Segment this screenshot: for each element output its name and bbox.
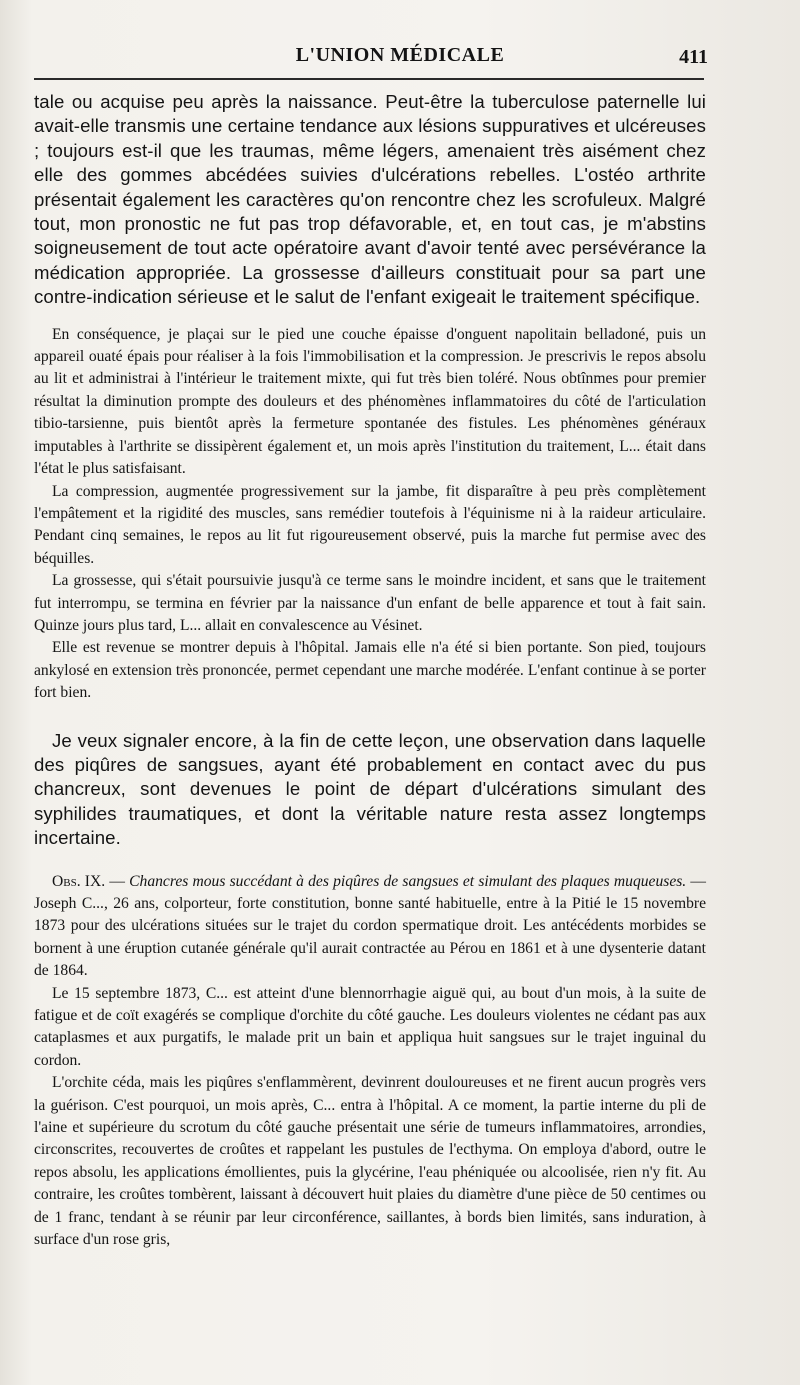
header-rule xyxy=(34,78,704,80)
paragraph-introduction: Je veux signaler encore, à la fin de cette leçon, une observation dans laquelle des piqûres de sangsues, ayant été probablement en contact avec du pus chancreux, sont devenues le point de départ d'ulcérations simulant des syphilides traumatiques, et dont la véritable nature resta assez longtemps incertaine. xyxy=(34,729,706,849)
observation-label: Obs. IX. — xyxy=(52,872,125,890)
page-header xyxy=(0,38,800,72)
paragraph-orchitis: L'orchite céda, mais les piqûres s'enflammèrent, devinrent douloureuses et ne firent aucun progrès vers la guérison. C'est pourquoi, un mois après, C... entra à l'hôpital. A ce moment, la partie interne du pli de l'aine et supérieure du scrotum du côté gauche présentait une série de tumeurs inflammatoires, arrondies, circonscrites, recouvertes de croûtes et rappelant les pustules de l'ecthyma. On employa d'abord, outre le repos absolu, les applications émollientes, puis la glycérine, l'eau phéniquée ou alcoolisée, rien n'y fit. Au contraire, les croûtes tombèrent, laissant à découvert huit plaies du diamètre d'une pièce de 50 centimes ou de 1 franc, tendant à se réunir par leur circonférence, saillantes, à bords bien limités, sans induration, à surface d'un rose gris, xyxy=(34,1074,706,1249)
paragraph-pregnancy: La grossesse, qui s'était poursuivie jusqu'à ce terme sans le moindre incident, et sans que le traitement fut interrompu, se termina en février par la naissance d'un enfant de belle apparence et tout à fait sain. Quinze jours plus tard, L... allait en convalescence au Vésinet. xyxy=(34,572,706,634)
paragraph-observation-ix xyxy=(34,871,706,983)
paragraph-blennorrhagia: Le 15 septembre 1873, C... est atteint d'une blennorrhagie aiguë qui, au bout d'un mois, à la suite de fatigue et de coït exagérés se complique d'orchite du côté gauche. Les douleurs violentes ne cédant pas aux cataplasmes et aux purgatifs, le malade prit un bain et appliqua huit sangsues sur le trajet inguinal du cordon. xyxy=(34,984,706,1069)
paragraph-compression: La compression, augmentée progressivement sur la jambe, fit disparaître à peu près complètement l'empâtement et la rigidité des muscles, sans remédier toutefois à l'équinisme ni à la raideur articulaire. Pendant cinq semaines, le repos au lit fut rigoureusement observé, puis la marche fut permise avec des béquilles. xyxy=(34,482,706,567)
paragraph-outcome: Elle est revenue se montrer depuis à l'hôpital. Jamais elle n'a été si bien portante. Son pied, toujours ankylosé en extension très prononcée, permet cependant une marche modérée. L'enfant continue à se porter fort bien. xyxy=(34,639,706,702)
paragraph-continuation: tale ou acquise peu après la naissance. Peut-être la tuberculose paternelle lui avait-elle transmis une certaine tendance aux lésions suppuratives et ulcéreuses ; toujours est-il que les traumas, même légers, amenaient très aisément chez elle des gommes abcédées suivies d'ulcérations rebelles. L'ostéo arthrite présentait également les caractères qu'on rencontre chez les scrofuleux. Malgré tout, mon pronostic ne fut pas trop défavorable, et, en tout cas, je m'abstins soigneusement de tout acte opératoire avant d'avoir tenté avec persévérance la médication appropriée. La grossesse d'ailleurs constituait pour sa part une contre-indication sérieuse et le salut de l'enfant exigeait le traitement spécifique. xyxy=(34,91,706,308)
page-body xyxy=(34,90,706,1252)
observation-text: — Joseph C..., 26 ans, colporteur, forte constitution, bonne santé habituelle, entre à la Pitié le 15 novembre 1873 pour des ulcérations situées sur le trajet du cordon spermatique droit. Les antécédents morbides se bornent à une éruption cutanée générale qu'il aurait contractée au Pérou en 1861 et à une dysenterie datant de 1864. xyxy=(34,872,706,980)
observation-title: Chancres mous succédant à des piqûres de sangsues et simulant des plaques muqueuses. xyxy=(129,872,687,890)
page-number: 411 xyxy=(679,46,708,68)
paragraph-treatment: En conséquence, je plaçai sur le pied une couche épaisse d'onguent napolitain belladoné, puis un appareil ouaté épais pour réaliser à la fois l'immobilisation et la compression. Je prescrivis le repos absolu au lit et administrai à l'intérieur le traitement mixte, qui fut très bien toléré. Nous obtînmes pour premier résultat la diminution prompte des douleurs et des phénomènes inflammatoires du côté de l'articulation tibio-tarsienne, puis bientôt après la fermeture spontanée des fistules. Les phénomènes généraux imputables à l'arthrite se dissipèrent également et, un mois après l'institution du traitement, L... était dans l'état le plus satisfaisant. xyxy=(34,325,706,478)
running-title: L'UNION MÉDICALE xyxy=(295,44,505,66)
